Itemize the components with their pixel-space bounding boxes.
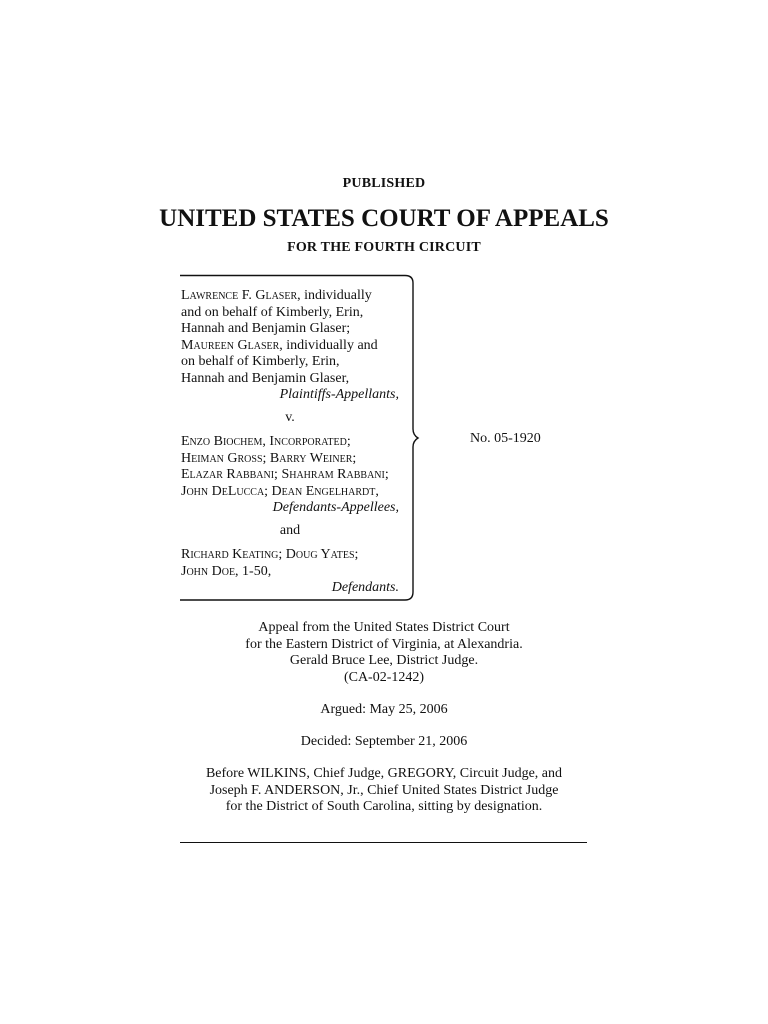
caption-text: , individually	[297, 288, 372, 303]
appeal-block	[0, 620, 768, 686]
and-label: and	[279, 522, 301, 538]
party-name: Lawrence F. Glaser	[181, 288, 298, 303]
role-plaintiffs-appellants: Plaintiffs-Appellants,	[279, 387, 399, 402]
caption-line	[181, 288, 399, 305]
role-defendants: Defendants.	[331, 580, 399, 595]
defendant-line: Heiman Gross; Barry Weiner;	[181, 450, 357, 466]
defendant-line: Richard Keating; Doug Yates;	[181, 547, 359, 562]
caption-line: Hannah and Benjamin Glaser;	[181, 321, 351, 336]
caption-line	[181, 338, 399, 355]
versus-label: v.	[285, 409, 295, 425]
circuit-subtitle: FOR THE FOURTH CIRCUIT	[287, 240, 481, 255]
panel-line: for the District of South Carolina, sitting by designation.	[225, 799, 543, 814]
horizontal-rule	[180, 842, 587, 843]
published-label: PUBLISHED	[342, 176, 426, 191]
party-name: Maureen Glaser	[181, 337, 280, 353]
defendant-line: John Doe, 1-50,	[181, 563, 272, 579]
appeal-line: (CA-02-1242)	[343, 669, 425, 685]
decided-date: Decided: September 21, 2006	[300, 734, 468, 749]
appeal-line: for the Eastern District of Virginia, at Alexandria.	[245, 636, 523, 652]
role-defendants-appellees: Defendants-Appellees,	[272, 500, 399, 515]
caption-line: on behalf of Kimberly, Erin,	[181, 354, 340, 369]
caption-line: and on behalf of Kimberly, Erin,	[181, 304, 364, 320]
panel-line: Before WILKINS, Chief Judge, GREGORY, Circuit Judge, and	[205, 766, 563, 781]
court-title: UNITED STATES COURT OF APPEALS	[159, 205, 609, 232]
case-number: No. 05-1920	[470, 431, 541, 446]
argued-date: Argued: May 25, 2006	[320, 702, 448, 717]
defendant-line: Enzo Biochem, Incorporated;	[181, 434, 351, 449]
caption-line: Hannah and Benjamin Glaser,	[181, 370, 350, 386]
panel-line: Joseph F. ANDERSON, Jr., Chief United States District Judge	[209, 782, 559, 798]
defendant-line: John DeLucca; Dean Engelhardt,	[181, 483, 379, 499]
case-caption	[181, 288, 399, 597]
defendant-line: Elazar Rabbani; Shahram Rabbani;	[181, 467, 389, 482]
appeal-line: Gerald Bruce Lee, District Judge.	[289, 653, 479, 668]
panel-block	[0, 766, 768, 816]
appeal-line: Appeal from the United States District Court	[258, 620, 510, 635]
caption-text: , individually and	[279, 337, 378, 353]
